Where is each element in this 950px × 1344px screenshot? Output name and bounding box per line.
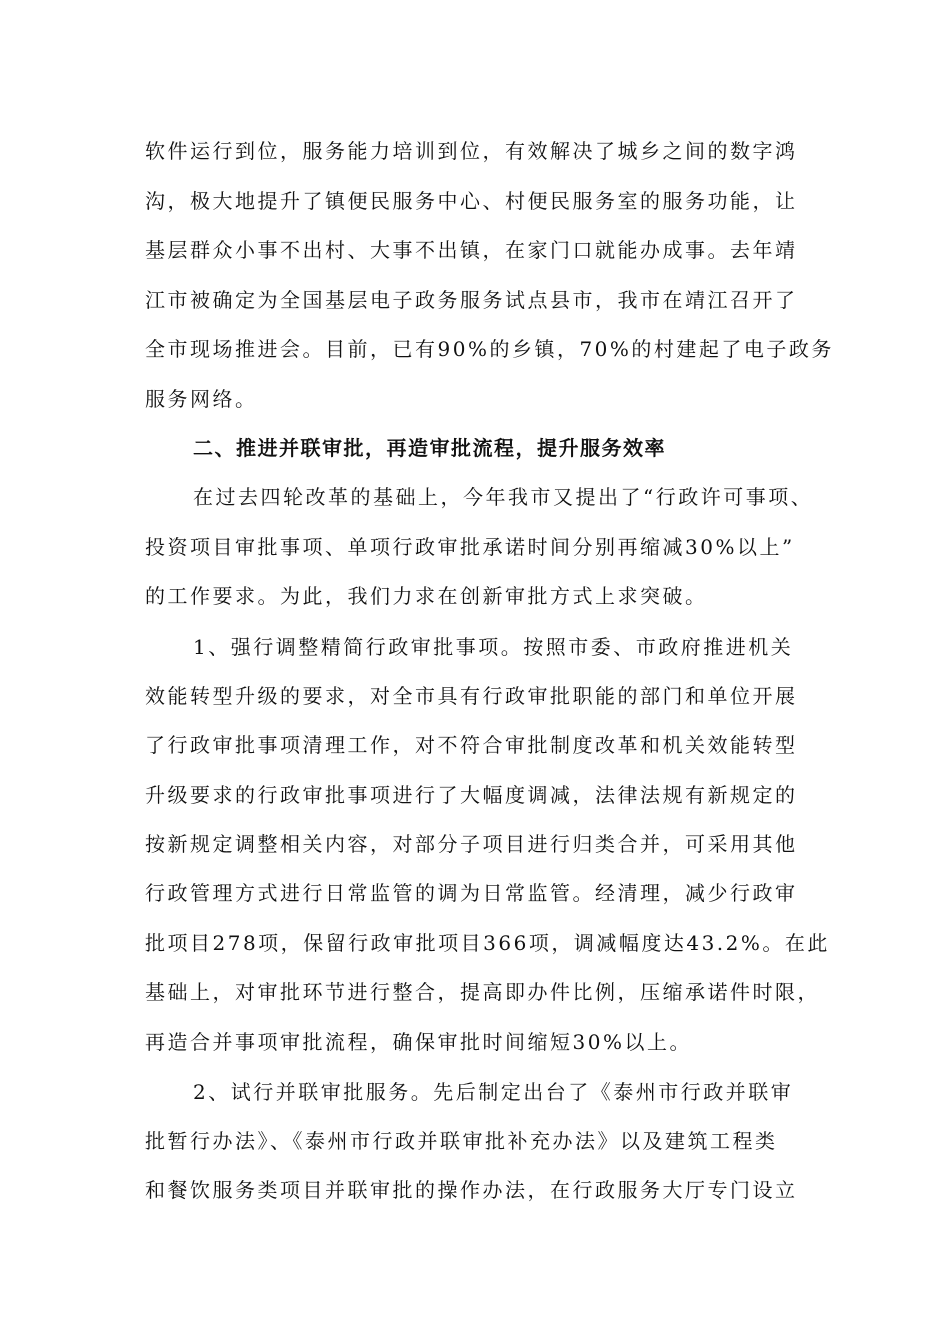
- text-line: 按新规定调整相关内容，对部分子项目进行归类合并，可采用其他: [145, 832, 798, 856]
- text-line: 升级要求的行政审批事项进行了大幅度调减，法律法规有新规定的: [145, 783, 798, 807]
- text-line: 行政管理方式进行日常监管的调为日常监管。经清理，减少行政审: [145, 881, 798, 905]
- text-line: 效能转型升级的要求，对全市具有行政审批职能的部门和单位开展: [145, 684, 798, 708]
- text-line: 投资项目审批事项、单项行政审批承诺时间分别再缩减30%以上”: [145, 535, 795, 559]
- text-line: 沟，极大地提升了镇便民服务中心、村便民服务室的服务功能，让: [145, 189, 798, 213]
- text-line: 了行政审批事项清理工作，对不符合审批制度改革和机关效能转型: [145, 733, 798, 757]
- text-line: 2、试行并联审批服务。先后制定出台了《泰州市行政并联审: [193, 1080, 794, 1104]
- text-line: 基层群众小事不出村、大事不出镇，在家门口就能办成事。去年靖: [145, 238, 798, 262]
- text-line: 1、强行调整精简行政审批事项。按照市委、市政府推进机关: [193, 635, 794, 659]
- text-line: 江市被确定为全国基层电子政务服务试点县市，我市在靖江召开了: [145, 288, 798, 312]
- text-line: 基础上，对审批环节进行整合，提高即办件比例，压缩承诺件时限，: [145, 980, 820, 1004]
- text-line: 和餐饮服务类项目并联审批的操作办法，在行政服务大厅专门设立: [145, 1178, 798, 1202]
- text-line: 服务网络。: [145, 387, 258, 411]
- text-line: 全市现场推进会。目前，已有90%的乡镇，70%的村建起了电子政务: [145, 337, 834, 361]
- text-line: 再造合并事项审批流程，确保审批时间缩短30%以上。: [145, 1030, 692, 1054]
- text-line: 批暂行办法》、《泰州市行政并联审批补充办法》以及建筑工程类: [145, 1129, 778, 1153]
- text-line: 在过去四轮改革的基础上，今年我市又提出了“行政许可事项、: [193, 485, 814, 509]
- text-line: 的工作要求。为此，我们力求在创新审批方式上求突破。: [145, 584, 708, 608]
- section-heading: 二、推进并联审批，再造审批流程，提升服务效率: [193, 436, 666, 460]
- text-line: 批项目278项，保留行政审批项目366项，调减幅度达43.2%。在此: [145, 931, 830, 955]
- text-line: 软件运行到位，服务能力培训到位，有效解决了城乡之间的数字鸿: [145, 139, 798, 163]
